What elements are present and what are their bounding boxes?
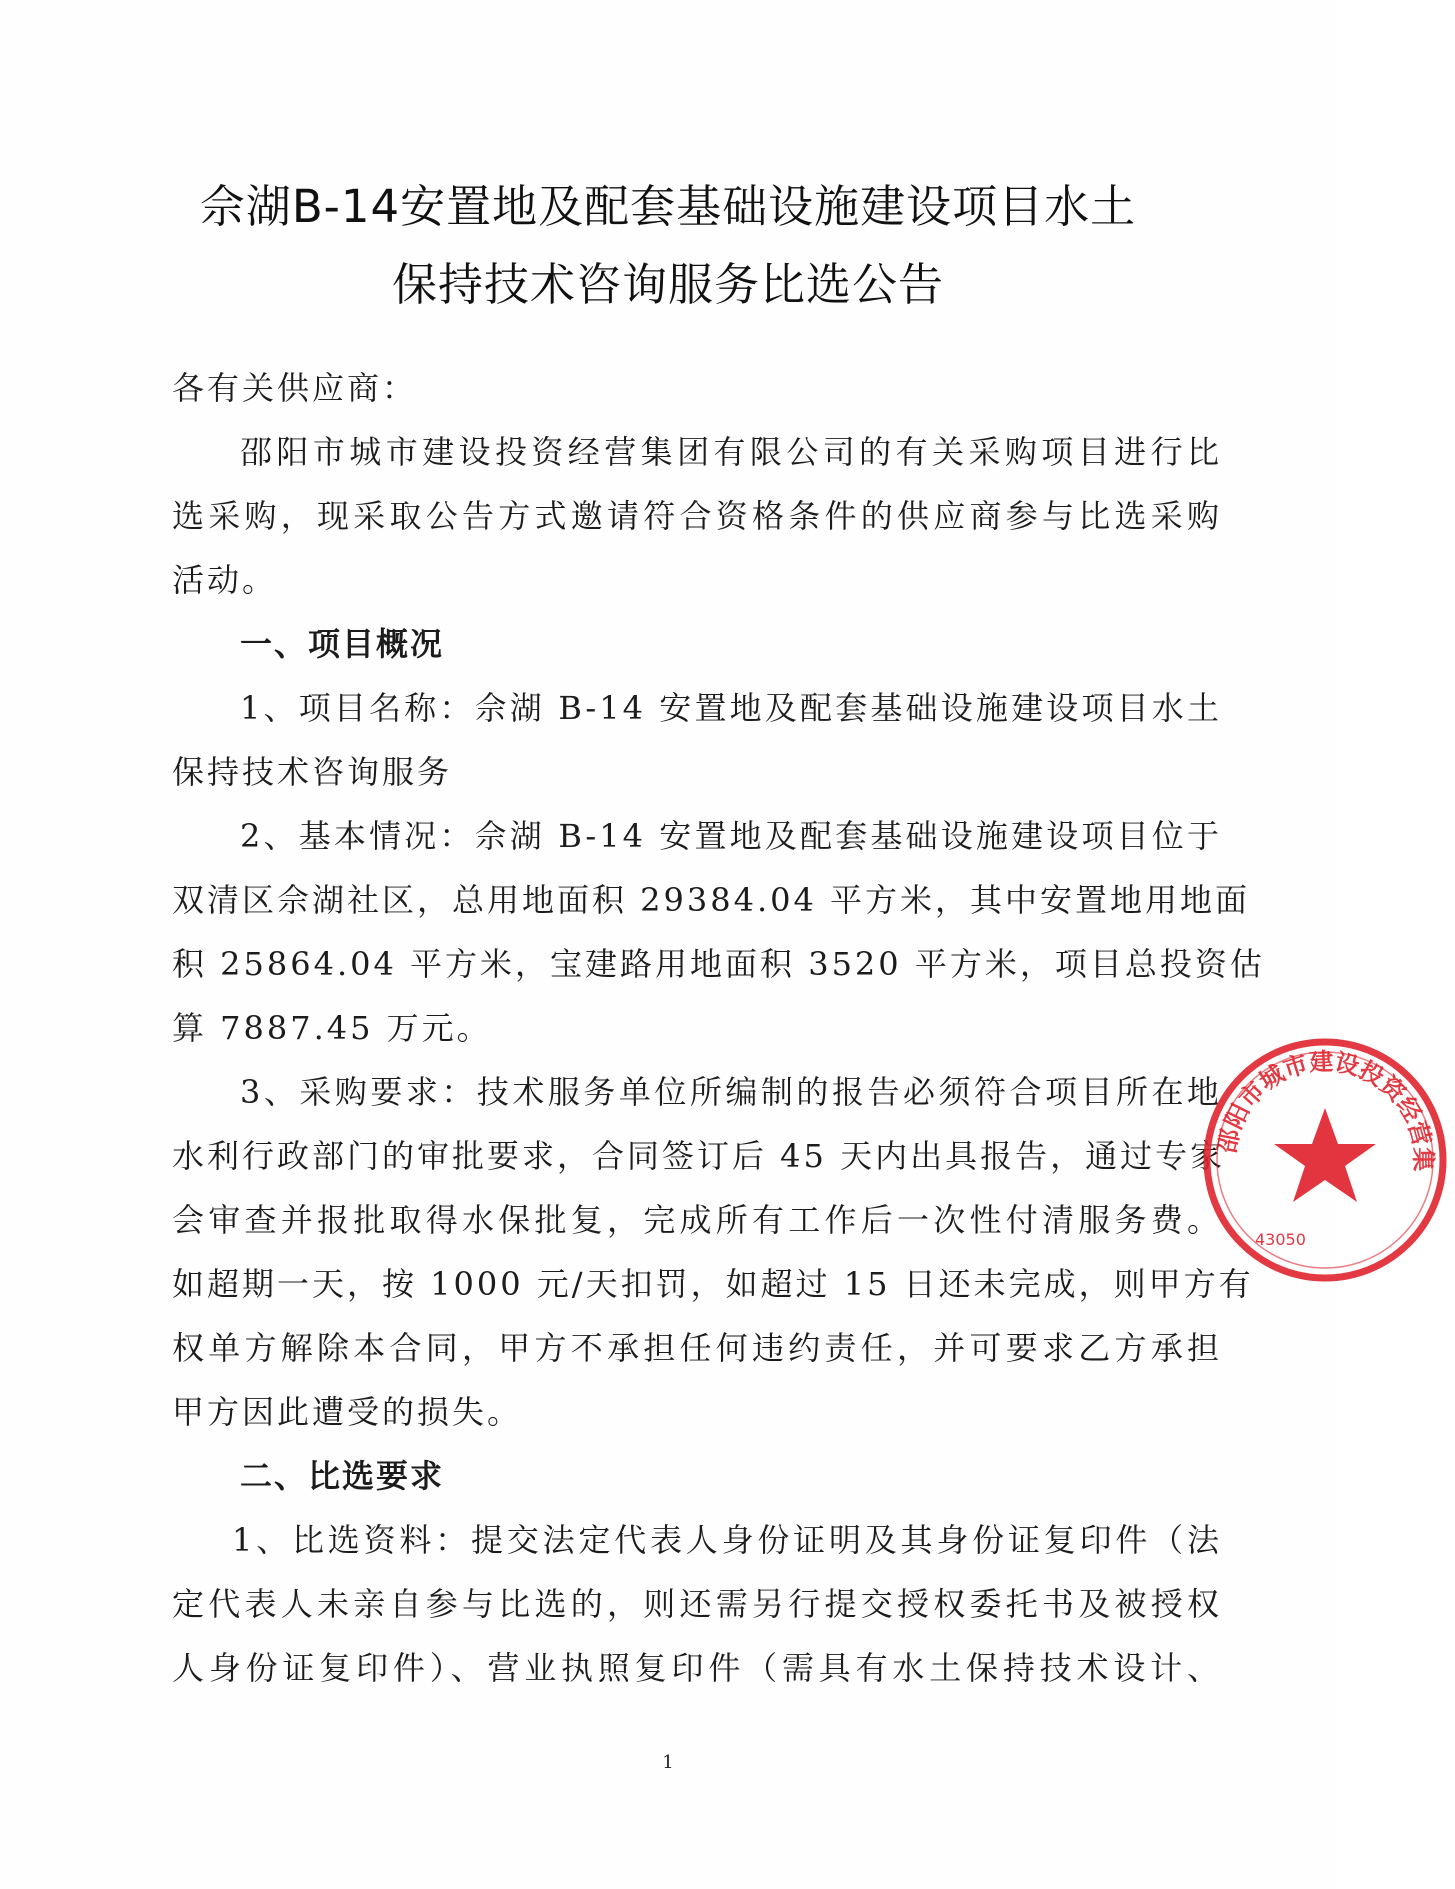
req1-line-1: 1、比选资料：提交法定代表人身份证明及其身份证复印件（法 [232,1521,1222,1559]
document-title-line2: 保持技术咨询服务比选公告 [391,258,944,311]
item3-line-3: 会审查并报批取得水保批复，完成所有工作后一次性付清服务费。 [172,1201,1222,1239]
intro-line-1: 邵阳市城市建设投资经营集团有限公司的有关采购项目进行比 [240,433,1222,471]
seal-text: 邵阳市城市建设投资经营集 [1212,1047,1438,1172]
item2-line-1: 2、基本情况：佘湖 B-14 安置地及配套基础设施建设项目位于 [240,817,1222,855]
req1-line-2: 定代表人未亲自参与比选的，则还需另行提交授权委托书及被授权 [172,1585,1222,1623]
item3-line-4: 如超期一天，按 1000 元/天扣罚，如超过 15 日还未完成，则甲方有 [172,1265,1254,1303]
seal-code: 43050 [1255,1230,1306,1249]
seal-star-icon [1274,1108,1376,1202]
item3-line-1: 3、采购要求：技术服务单位所编制的报告必须符合项目所在地 [240,1073,1222,1111]
intro-line-2: 选采购，现采取公告方式邀请符合资格条件的供应商参与比选采购 [172,497,1222,535]
req1-line-3: 人身份证复印件）、营业执照复印件（需具有水土保持技术设计、 [172,1649,1222,1687]
section-heading-overview: 一、项目概况 [240,625,445,663]
item2-line-2: 双清区佘湖社区，总用地面积 29384.04 平方米，其中安置地用地面 [172,881,1251,919]
page-number: 1 [662,1752,674,1773]
item3-line-2: 水利行政部门的审批要求，合同签订后 45 天内出具报告，通过专家 [172,1137,1226,1175]
item2-line-3: 积 25864.04 平方米，宝建路用地面积 3520 平方米，项目总投资估 [172,945,1265,983]
item2-line-4: 算 7887.45 万元。 [172,1009,492,1047]
item1-line-2: 保持技术咨询服务 [172,753,453,791]
section-heading-requirements: 二、比选要求 [240,1457,445,1495]
item3-line-6: 甲方因此遭受的损失。 [172,1393,523,1431]
salutation: 各有关供应商： [172,369,418,407]
company-seal-stamp [1195,1030,1455,1290]
intro-line-3: 活动。 [172,561,278,599]
item3-line-5: 权单方解除本合同，甲方不承担任何违约责任，并可要求乙方承担 [172,1329,1222,1367]
item1-line-1: 1、项目名称：佘湖 B-14 安置地及配套基础设施建设项目水土 [240,689,1222,727]
document-title-line1: 佘湖B-14安置地及配套基础设施建设项目水土 [199,180,1137,233]
